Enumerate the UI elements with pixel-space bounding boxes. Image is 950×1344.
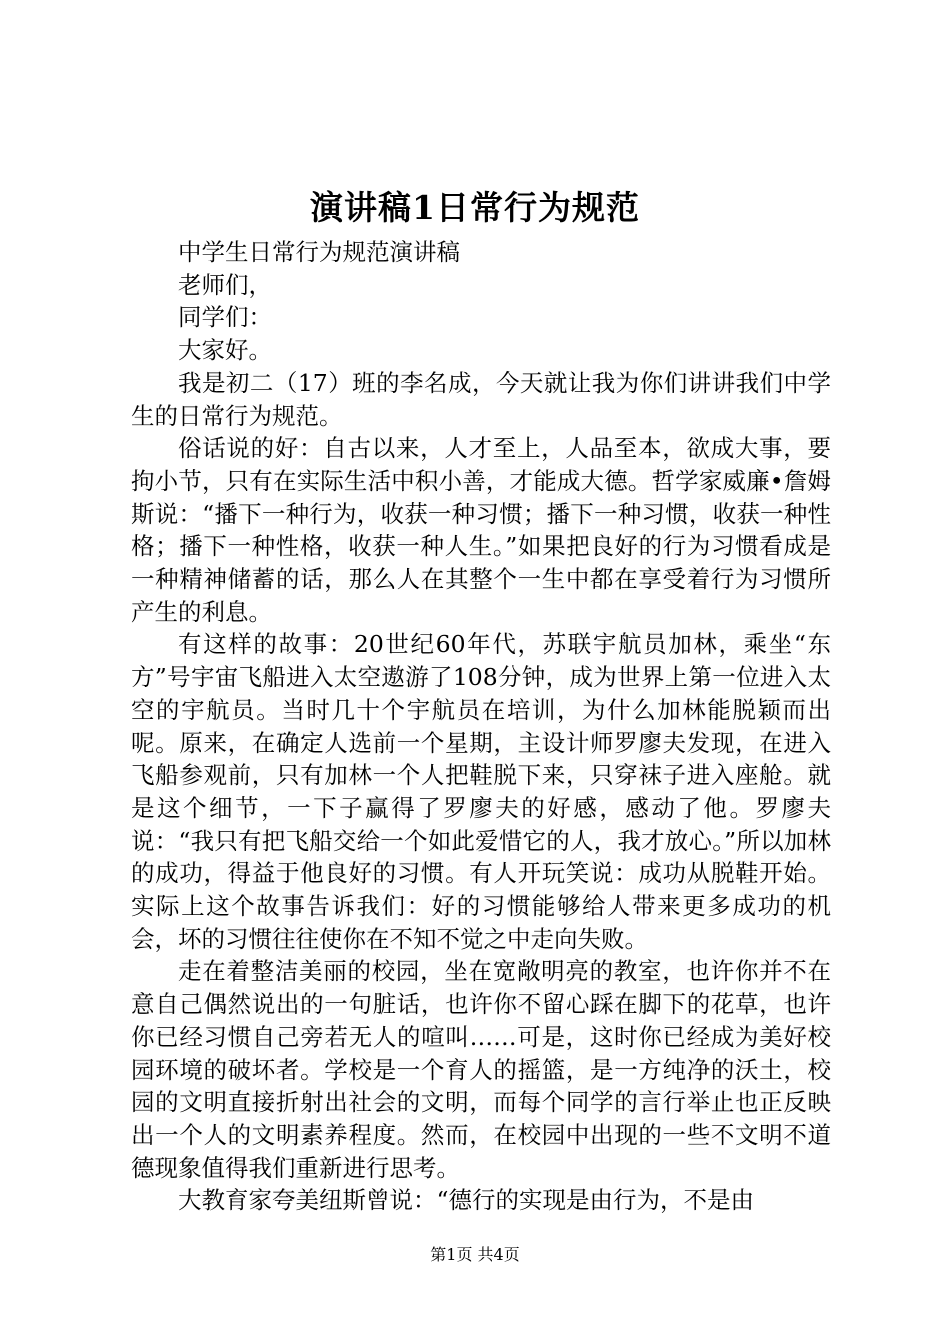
- paragraph: 有这样的故事：20世纪60年代，苏联宇航员加林，乘坐“东方”号宇宙飞船进入太空遨游了108分钟，成为世界上第一位进入太空的宇航员。当时几十个宇航员在培训，为什么加林能脱颖而出呢。原来，在确定人选前一个星期，主设计师罗廖夫发现，在进入飞船参观前，只有加林一个人把鞋脱下来，只穿袜子进入座舱。就是这个细节，一下子赢得了罗廖夫的好感，感动了他。罗廖夫说：“我只有把飞船交给一个如此爱惜它的人，我才放心。”所以加林的成功，得益于他良好的习惯。有人开玩笑说：成功从脱鞋开始。实际上这个故事告诉我们：好的习惯能够给人带来更多成功的机会，坏的习惯往往使你在不知不觉之中走向失败。: [131, 630, 831, 953]
- paragraph: 俗话说的好：自古以来，人才至上，人品至本，欲成大事，要拘小节，只有在实际生活中积小善，才能成大德。哲学家威廉•詹姆斯说：“播下一种行为，收获一种习惯；播下一种习惯，收获一种性格；播下一种性格，收获一种人生。”如果把良好的行为习惯看成是一种精神储蓄的话，那么人在其整个一生中都在享受着行为习惯所产生的利息。: [131, 434, 831, 626]
- paragraph: 同学们：: [178, 303, 272, 332]
- paragraph: 大教育家夸美纽斯曾说：“德行的实现是由行为，不是由: [178, 1186, 755, 1215]
- paragraph: 走在着整洁美丽的校园，坐在宽敞明亮的教室，也许你并不在意自己偶然说出的一句脏话，也许你不留心踩在脚下的花草，也许你已经习惯自己旁若无人的喧叫……可是，这时你已经成为美好校园环境的破坏者。学校是一个育人的摇篮，是一方纯净的沃土，校园的文明直接折射出社会的文明，而每个同学的言行举止也正反映出一个人的文明素养程度。然而，在校园中出现的一些不文明不道德现象值得我们重新进行思考。: [131, 957, 831, 1182]
- paragraph: 大家好。: [178, 336, 272, 365]
- paragraph: 中学生日常行为规范演讲稿: [178, 238, 460, 266]
- document-title: 演讲稿1日常行为规范: [310, 188, 640, 227]
- page-footer: 第1页 共4页: [430, 1245, 520, 1264]
- paragraph: 老师们，: [178, 270, 272, 299]
- document-body: [131, 236, 831, 1217]
- paragraph: 我是初二（17）班的李名成，今天就让我为你们讲讲我们中学生的日常行为规范。: [131, 368, 831, 430]
